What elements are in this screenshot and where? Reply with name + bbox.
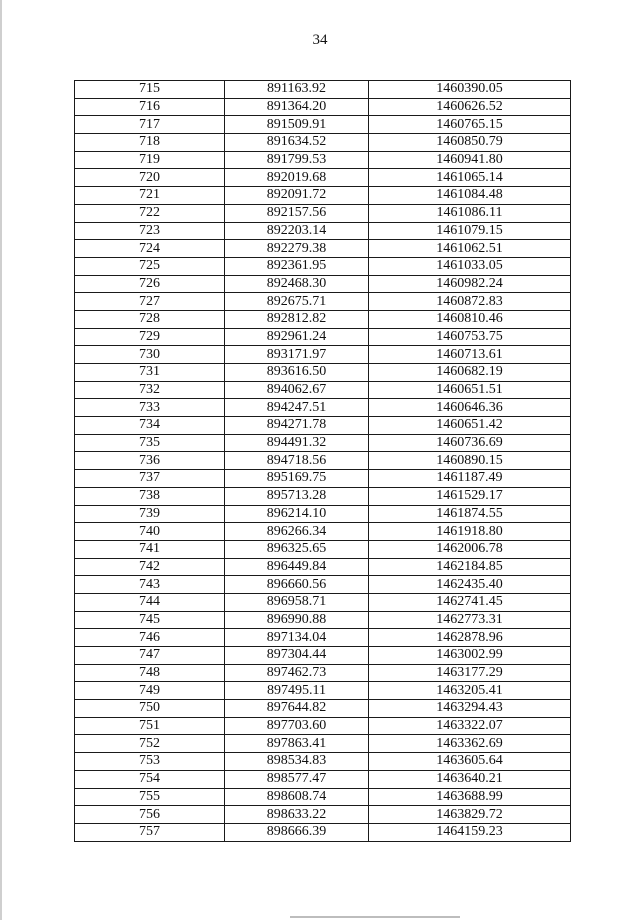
y-coordinate-cell: 1463362.69 — [369, 735, 571, 753]
table-row — [75, 381, 571, 399]
table-row — [75, 753, 571, 771]
point-number-cell: 736 — [75, 452, 225, 470]
point-number-cell: 716 — [75, 98, 225, 116]
point-number-cell: 740 — [75, 523, 225, 541]
y-coordinate-cell: 1460626.52 — [369, 98, 571, 116]
point-number-cell: 738 — [75, 487, 225, 505]
y-coordinate-cell: 1460682.19 — [369, 364, 571, 382]
y-coordinate-cell: 1462184.85 — [369, 558, 571, 576]
point-number-cell: 737 — [75, 470, 225, 488]
x-coordinate-cell: 892019.68 — [225, 169, 369, 187]
point-number-cell: 747 — [75, 647, 225, 665]
table-row — [75, 611, 571, 629]
y-coordinate-cell: 1460941.80 — [369, 151, 571, 169]
point-number-cell: 746 — [75, 629, 225, 647]
point-number-cell: 753 — [75, 753, 225, 771]
x-coordinate-cell: 895713.28 — [225, 487, 369, 505]
x-coordinate-cell: 898534.83 — [225, 753, 369, 771]
point-number-cell: 723 — [75, 222, 225, 240]
point-number-cell: 751 — [75, 717, 225, 735]
table-row — [75, 98, 571, 116]
table-row — [75, 275, 571, 293]
x-coordinate-cell: 892279.38 — [225, 240, 369, 258]
table-row — [75, 576, 571, 594]
x-coordinate-cell: 896214.10 — [225, 505, 369, 523]
x-coordinate-cell: 898608.74 — [225, 788, 369, 806]
table-row — [75, 364, 571, 382]
point-number-cell: 744 — [75, 593, 225, 611]
y-coordinate-cell: 1463205.41 — [369, 682, 571, 700]
point-number-cell: 730 — [75, 346, 225, 364]
x-coordinate-cell: 893171.97 — [225, 346, 369, 364]
x-coordinate-cell: 898633.22 — [225, 806, 369, 824]
x-coordinate-cell: 897304.44 — [225, 647, 369, 665]
x-coordinate-cell: 896266.34 — [225, 523, 369, 541]
y-coordinate-cell: 1460651.51 — [369, 381, 571, 399]
point-number-cell: 755 — [75, 788, 225, 806]
point-number-cell: 726 — [75, 275, 225, 293]
y-coordinate-cell: 1460646.36 — [369, 399, 571, 417]
point-number-cell: 719 — [75, 151, 225, 169]
table-row — [75, 310, 571, 328]
x-coordinate-cell: 896990.88 — [225, 611, 369, 629]
point-number-cell: 752 — [75, 735, 225, 753]
y-coordinate-cell: 1461187.49 — [369, 470, 571, 488]
y-coordinate-cell: 1461529.17 — [369, 487, 571, 505]
x-coordinate-cell: 896325.65 — [225, 540, 369, 558]
point-number-cell: 743 — [75, 576, 225, 594]
x-coordinate-cell: 896660.56 — [225, 576, 369, 594]
coordinates-table-body — [75, 81, 571, 842]
y-coordinate-cell: 1463640.21 — [369, 770, 571, 788]
table-row — [75, 735, 571, 753]
table-row — [75, 770, 571, 788]
point-number-cell: 748 — [75, 664, 225, 682]
x-coordinate-cell: 892361.95 — [225, 257, 369, 275]
table-row — [75, 540, 571, 558]
point-number-cell: 720 — [75, 169, 225, 187]
x-coordinate-cell: 892468.30 — [225, 275, 369, 293]
table-row — [75, 81, 571, 99]
y-coordinate-cell: 1461065.14 — [369, 169, 571, 187]
y-coordinate-cell: 1463829.72 — [369, 806, 571, 824]
table-row — [75, 647, 571, 665]
table-row — [75, 116, 571, 134]
table-row — [75, 328, 571, 346]
point-number-cell: 728 — [75, 310, 225, 328]
table-row — [75, 806, 571, 824]
point-number-cell: 725 — [75, 257, 225, 275]
table-row — [75, 717, 571, 735]
point-number-cell: 722 — [75, 204, 225, 222]
x-coordinate-cell: 892157.56 — [225, 204, 369, 222]
x-coordinate-cell: 897703.60 — [225, 717, 369, 735]
table-row — [75, 222, 571, 240]
scan-edge-bottom — [290, 916, 460, 918]
y-coordinate-cell: 1461033.05 — [369, 257, 571, 275]
x-coordinate-cell: 891634.52 — [225, 134, 369, 152]
y-coordinate-cell: 1460810.46 — [369, 310, 571, 328]
y-coordinate-cell: 1463294.43 — [369, 700, 571, 718]
x-coordinate-cell: 894271.78 — [225, 417, 369, 435]
x-coordinate-cell: 892961.24 — [225, 328, 369, 346]
table-row — [75, 700, 571, 718]
point-number-cell: 731 — [75, 364, 225, 382]
y-coordinate-cell: 1461084.48 — [369, 187, 571, 205]
table-row — [75, 505, 571, 523]
table-row — [75, 399, 571, 417]
y-coordinate-cell: 1462741.45 — [369, 593, 571, 611]
y-coordinate-cell: 1462773.31 — [369, 611, 571, 629]
table-row — [75, 204, 571, 222]
y-coordinate-cell: 1462435.40 — [369, 576, 571, 594]
y-coordinate-cell: 1463605.64 — [369, 753, 571, 771]
y-coordinate-cell: 1460890.15 — [369, 452, 571, 470]
point-number-cell: 739 — [75, 505, 225, 523]
table-row — [75, 682, 571, 700]
point-number-cell: 750 — [75, 700, 225, 718]
y-coordinate-cell: 1463688.99 — [369, 788, 571, 806]
x-coordinate-cell: 892675.71 — [225, 293, 369, 311]
scan-edge-left — [0, 0, 2, 920]
x-coordinate-cell: 898577.47 — [225, 770, 369, 788]
y-coordinate-cell: 1463002.99 — [369, 647, 571, 665]
y-coordinate-cell: 1461062.51 — [369, 240, 571, 258]
x-coordinate-cell: 894718.56 — [225, 452, 369, 470]
point-number-cell: 754 — [75, 770, 225, 788]
table-row — [75, 417, 571, 435]
y-coordinate-cell: 1462006.78 — [369, 540, 571, 558]
x-coordinate-cell: 892091.72 — [225, 187, 369, 205]
y-coordinate-cell: 1461874.55 — [369, 505, 571, 523]
point-number-cell: 741 — [75, 540, 225, 558]
table-row — [75, 788, 571, 806]
y-coordinate-cell: 1460753.75 — [369, 328, 571, 346]
point-number-cell: 721 — [75, 187, 225, 205]
x-coordinate-cell: 891163.92 — [225, 81, 369, 99]
x-coordinate-cell: 897495.11 — [225, 682, 369, 700]
x-coordinate-cell: 898666.39 — [225, 823, 369, 841]
point-number-cell: 756 — [75, 806, 225, 824]
point-number-cell: 715 — [75, 81, 225, 99]
table-row — [75, 487, 571, 505]
y-coordinate-cell: 1461086.11 — [369, 204, 571, 222]
table-row — [75, 470, 571, 488]
x-coordinate-cell: 897134.04 — [225, 629, 369, 647]
x-coordinate-cell: 894062.67 — [225, 381, 369, 399]
table-row — [75, 293, 571, 311]
point-number-cell: 735 — [75, 434, 225, 452]
x-coordinate-cell: 891364.20 — [225, 98, 369, 116]
point-number-cell: 732 — [75, 381, 225, 399]
x-coordinate-cell: 892203.14 — [225, 222, 369, 240]
point-number-cell: 729 — [75, 328, 225, 346]
point-number-cell: 742 — [75, 558, 225, 576]
table-row — [75, 558, 571, 576]
table-row — [75, 134, 571, 152]
y-coordinate-cell: 1460850.79 — [369, 134, 571, 152]
y-coordinate-cell: 1461918.80 — [369, 523, 571, 541]
x-coordinate-cell: 897462.73 — [225, 664, 369, 682]
x-coordinate-cell: 894491.32 — [225, 434, 369, 452]
x-coordinate-cell: 891799.53 — [225, 151, 369, 169]
table-row — [75, 452, 571, 470]
page-number: 34 — [312, 32, 328, 48]
point-number-cell: 733 — [75, 399, 225, 417]
table-row — [75, 151, 571, 169]
y-coordinate-cell: 1461079.15 — [369, 222, 571, 240]
y-coordinate-cell: 1463177.29 — [369, 664, 571, 682]
table-row — [75, 240, 571, 258]
y-coordinate-cell: 1460736.69 — [369, 434, 571, 452]
table-row — [75, 523, 571, 541]
x-coordinate-cell: 892812.82 — [225, 310, 369, 328]
point-number-cell: 757 — [75, 823, 225, 841]
point-number-cell: 745 — [75, 611, 225, 629]
y-coordinate-cell: 1460713.61 — [369, 346, 571, 364]
table-row — [75, 169, 571, 187]
y-coordinate-cell: 1460982.24 — [369, 275, 571, 293]
table-row — [75, 187, 571, 205]
point-number-cell: 749 — [75, 682, 225, 700]
table-row — [75, 434, 571, 452]
y-coordinate-cell: 1460765.15 — [369, 116, 571, 134]
table-row — [75, 593, 571, 611]
table-row — [75, 346, 571, 364]
x-coordinate-cell: 894247.51 — [225, 399, 369, 417]
x-coordinate-cell: 893616.50 — [225, 364, 369, 382]
y-coordinate-cell: 1460390.05 — [369, 81, 571, 99]
y-coordinate-cell: 1464159.23 — [369, 823, 571, 841]
point-number-cell: 727 — [75, 293, 225, 311]
table-row — [75, 823, 571, 841]
x-coordinate-cell: 897644.82 — [225, 700, 369, 718]
y-coordinate-cell: 1460872.83 — [369, 293, 571, 311]
x-coordinate-cell: 897863.41 — [225, 735, 369, 753]
y-coordinate-cell: 1462878.96 — [369, 629, 571, 647]
y-coordinate-cell: 1463322.07 — [369, 717, 571, 735]
y-coordinate-cell: 1460651.42 — [369, 417, 571, 435]
point-number-cell: 724 — [75, 240, 225, 258]
coordinates-table — [74, 80, 571, 842]
point-number-cell: 734 — [75, 417, 225, 435]
point-number-cell: 718 — [75, 134, 225, 152]
x-coordinate-cell: 891509.91 — [225, 116, 369, 134]
x-coordinate-cell: 895169.75 — [225, 470, 369, 488]
table-row — [75, 629, 571, 647]
x-coordinate-cell: 896449.84 — [225, 558, 369, 576]
table-row — [75, 664, 571, 682]
point-number-cell: 717 — [75, 116, 225, 134]
x-coordinate-cell: 896958.71 — [225, 593, 369, 611]
table-row — [75, 257, 571, 275]
